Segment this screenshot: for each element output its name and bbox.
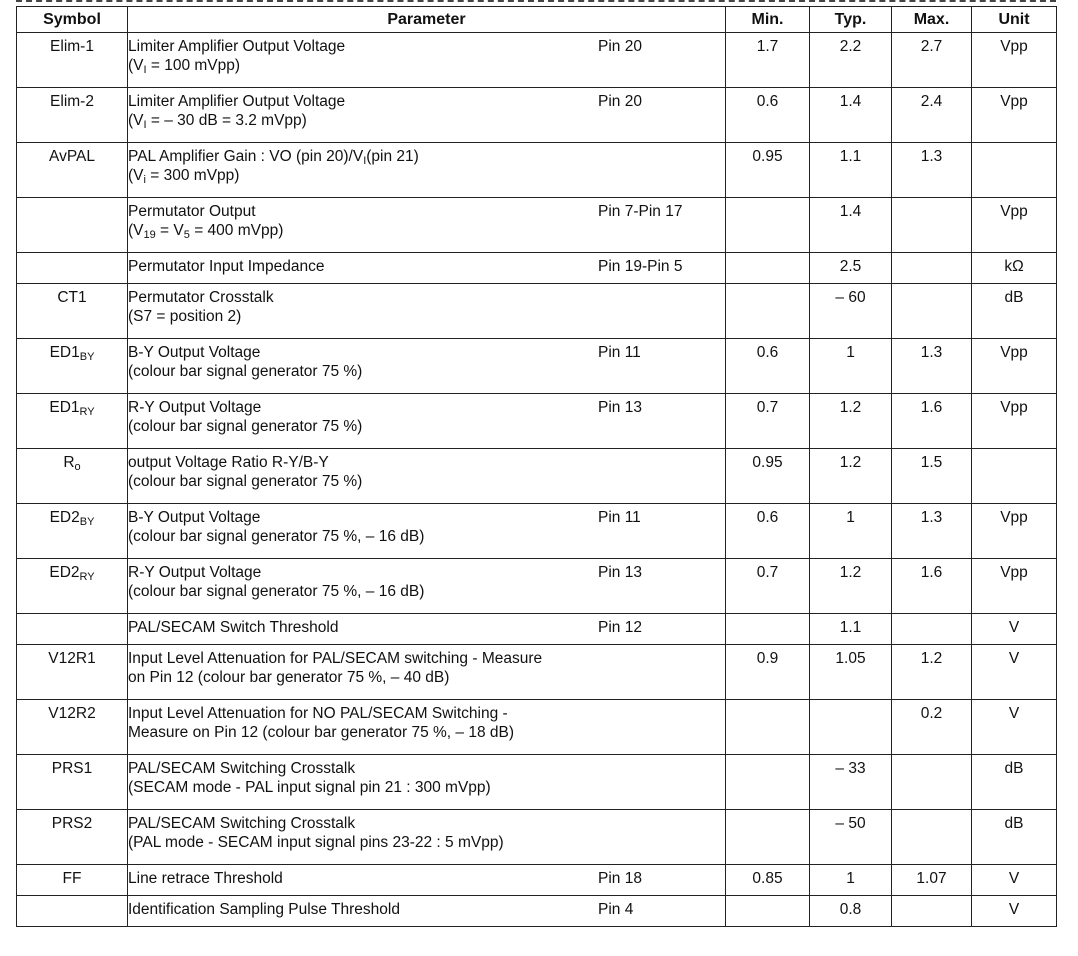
typ-cell: – 60 [810,284,892,339]
symbol-cell: Elim-1 [17,33,128,88]
min-cell: 0.7 [726,394,810,449]
symbol-cell [17,614,128,645]
symbol-base: ED1 [49,344,80,361]
parameter-condition: (S7 = position 2) [128,308,242,325]
unit-cell: dB [972,755,1057,810]
parameter-cell [128,896,726,927]
typ-cell: – 33 [810,755,892,810]
symbol-cell: CT1 [17,284,128,339]
unit-cell: Vpp [972,394,1057,449]
unit-cell: V [972,645,1057,700]
parameter-condition: ($V_I = 100$ mVpp) [128,57,241,76]
typ-cell: 1.1 [810,614,892,645]
max-cell: 1.6 [892,394,972,449]
typ-cell: 1 [810,339,892,394]
parameter-cell [128,33,726,88]
unit-cell [972,143,1057,198]
table-row [17,339,1057,394]
typ-cell: 1.05 [810,645,892,700]
header-parameter: Parameter [128,7,726,33]
max-cell: 1.5 [892,449,972,504]
table-row [17,284,1057,339]
pin-label: Pin 19-Pin 5 [598,258,683,275]
table-row [17,449,1057,504]
parameter-condition: (SECAM mode - PAL input signal pin 21 : 300 mVpp) [128,779,491,796]
min-cell [726,755,810,810]
table-row [17,253,1057,284]
parameter-name: Permutator Output [128,203,256,220]
symbol-base: R [63,454,75,471]
parameter-condition: (colour bar signal generator 75 %, – 16 dB) [128,528,425,545]
table-row [17,645,1057,700]
symbol-cell: V12R2 [17,700,128,755]
symbol-cell [17,449,128,504]
min-cell: 0.6 [726,504,810,559]
max-cell [892,614,972,645]
pin-label: Pin 12 [598,619,642,636]
unit-cell: Vpp [972,88,1057,143]
unit-cell: dB [972,284,1057,339]
max-cell: 1.2 [892,645,972,700]
symbol-cell: Elim-2 [17,88,128,143]
parameter-cell [128,339,726,394]
symbol-subscript: BY [79,351,95,363]
parameter-name: Identification Sampling Pulse Threshold [128,901,400,918]
parameter-condition: ($V_{19} = V_5 = 400$ mVpp) [128,222,284,241]
parameter-cell [128,253,726,284]
parameter-name: R-Y Output Voltage [128,399,262,416]
pin-label: Pin 20 [598,38,642,55]
table-row [17,33,1057,88]
min-cell: 0.95 [726,449,810,504]
typ-cell: 1 [810,504,892,559]
unit-cell: V [972,614,1057,645]
table-row [17,810,1057,865]
parameter-cell [128,700,726,755]
parameter-cell [128,394,726,449]
min-cell: 0.7 [726,559,810,614]
pin-label: Pin 13 [598,564,642,581]
pin-label: Pin 4 [598,901,634,918]
symbol-cell [17,394,128,449]
header-min: Min. [726,7,810,33]
pin-label: Pin 18 [598,870,642,887]
pin-label: Pin 11 [598,509,641,526]
symbol-base: ED1 [49,399,80,416]
unit-cell: V [972,865,1057,896]
table-row [17,865,1057,896]
min-cell [726,896,810,927]
header-row [17,7,1057,33]
header-typ: Typ. [810,7,892,33]
min-cell: 0.9 [726,645,810,700]
max-cell [892,198,972,253]
max-cell [892,755,972,810]
typ-cell: 1.2 [810,449,892,504]
typ-cell: 1.1 [810,143,892,198]
parameter-name: R-Y Output Voltage [128,564,262,581]
table-row [17,700,1057,755]
symbol-cell: PRS2 [17,810,128,865]
electrical-characteristics-table [16,6,1057,927]
parameter-cell [128,559,726,614]
symbol-cell: AvPAL [17,143,128,198]
parameter-name: Limiter Amplifier Output Voltage [128,93,346,110]
parameter-cell [128,449,726,504]
top-dashed-rule [16,0,1056,2]
parameter-cell [128,504,726,559]
parameter-cell [128,614,726,645]
table-row [17,143,1057,198]
parameter-condition: Measure on Pin 12 (colour bar generator 75 %, – 18 dB) [128,724,515,741]
parameter-name: B-Y Output Voltage [128,509,261,526]
symbol-cell [17,253,128,284]
table-row [17,198,1057,253]
header-max: Max. [892,7,972,33]
unit-cell: Vpp [972,504,1057,559]
max-cell [892,253,972,284]
max-cell: 1.3 [892,143,972,198]
min-cell: 0.95 [726,143,810,198]
symbol-subscript: BY [79,516,95,528]
unit-cell: V [972,700,1057,755]
pin-label: Pin 13 [598,399,642,416]
table-row [17,559,1057,614]
parameter-name: B-Y Output Voltage [128,344,261,361]
min-cell: 0.85 [726,865,810,896]
parameter-name: output Voltage Ratio R-Y/B-Y [128,454,329,471]
unit-cell: V [972,896,1057,927]
parameter-cell [128,865,726,896]
max-cell: 1.07 [892,865,972,896]
table-row [17,88,1057,143]
parameter-name: Input Level Attenuation for NO PAL/SECAM Switching - [128,705,508,722]
parameter-cell [128,198,726,253]
parameter-cell [128,810,726,865]
table-row [17,394,1057,449]
typ-cell: 1.4 [810,88,892,143]
symbol-subscript: RY [79,406,95,418]
parameter-name: Permutator Input Impedance [128,258,325,275]
typ-cell: 1.4 [810,198,892,253]
parameter-cell [128,88,726,143]
symbol-subscript: RY [79,571,95,583]
table-body [17,33,1057,927]
parameter-cell [128,143,726,198]
header-symbol: Symbol [17,7,128,33]
max-cell: 0.2 [892,700,972,755]
parameter-condition: (colour bar signal generator 75 %, – 16 dB) [128,583,425,600]
table-row [17,896,1057,927]
symbol-subscript: o [74,461,81,473]
parameter-name: PAL/SECAM Switching Crosstalk [128,815,356,832]
min-cell [726,284,810,339]
typ-cell [810,700,892,755]
parameter-condition: (colour bar signal generator 75 %) [128,473,363,490]
max-cell: 1.3 [892,504,972,559]
parameter-cell [128,284,726,339]
typ-cell: 1.2 [810,394,892,449]
table-row [17,755,1057,810]
symbol-cell [17,504,128,559]
min-cell [726,614,810,645]
parameter-condition: on Pin 12 (colour bar generator 75 %, – 40 dB) [128,669,450,686]
parameter-name: Limiter Amplifier Output Voltage [128,38,346,55]
max-cell: 2.4 [892,88,972,143]
parameter-condition: ($V_I$ = – 30 dB = 3.2 mVpp) [128,112,307,131]
min-cell: 0.6 [726,88,810,143]
max-cell: 1.3 [892,339,972,394]
pin-label: Pin 7-Pin 17 [598,203,683,220]
min-cell: 0.6 [726,339,810,394]
unit-cell: Vpp [972,559,1057,614]
pin-label: Pin 20 [598,93,642,110]
table-row [17,504,1057,559]
unit-cell: Vpp [972,339,1057,394]
min-cell: 1.7 [726,33,810,88]
parameter-cell [128,645,726,700]
typ-cell: 0.8 [810,896,892,927]
symbol-cell: FF [17,865,128,896]
typ-cell: 1 [810,865,892,896]
typ-cell: 2.2 [810,33,892,88]
max-cell: 2.7 [892,33,972,88]
symbol-cell [17,896,128,927]
parameter-cell [128,755,726,810]
min-cell [726,253,810,284]
parameter-condition: (colour bar signal generator 75 %) [128,363,363,380]
max-cell [892,810,972,865]
header-unit: Unit [972,7,1057,33]
max-cell [892,896,972,927]
symbol-cell: PRS1 [17,755,128,810]
parameter-name: Input Level Attenuation for PAL/SECAM switching - Measure [128,650,543,667]
unit-cell [972,449,1057,504]
typ-cell: 2.5 [810,253,892,284]
parameter-name: Permutator Crosstalk [128,289,274,306]
symbol-cell: V12R1 [17,645,128,700]
unit-cell: dB [972,810,1057,865]
unit-cell: Vpp [972,33,1057,88]
max-cell: 1.6 [892,559,972,614]
parameter-name: Line retrace Threshold [128,870,283,887]
parameter-name: PAL/SECAM Switching Crosstalk [128,760,356,777]
parameter-name: PAL/SECAM Switch Threshold [128,619,339,636]
parameter-name: PAL Amplifier Gain : VO (pin $20)/V_I(pin$ 21) [128,148,419,167]
unit-cell: Vpp [972,198,1057,253]
symbol-cell [17,339,128,394]
table-row [17,614,1057,645]
symbol-base: ED2 [49,564,80,581]
parameter-condition: ($V_i = 300$ mVpp) [128,167,240,186]
symbol-base: ED2 [49,509,80,526]
max-cell [892,284,972,339]
min-cell [726,810,810,865]
parameter-condition: (PAL mode - SECAM input signal pins 23-22 : 5 mVpp) [128,834,504,851]
min-cell [726,700,810,755]
typ-cell: – 50 [810,810,892,865]
typ-cell: 1.2 [810,559,892,614]
symbol-cell [17,559,128,614]
parameter-condition: (colour bar signal generator 75 %) [128,418,363,435]
min-cell [726,198,810,253]
symbol-cell [17,198,128,253]
unit-cell: kΩ [972,253,1057,284]
pin-label: Pin 11 [598,344,641,361]
